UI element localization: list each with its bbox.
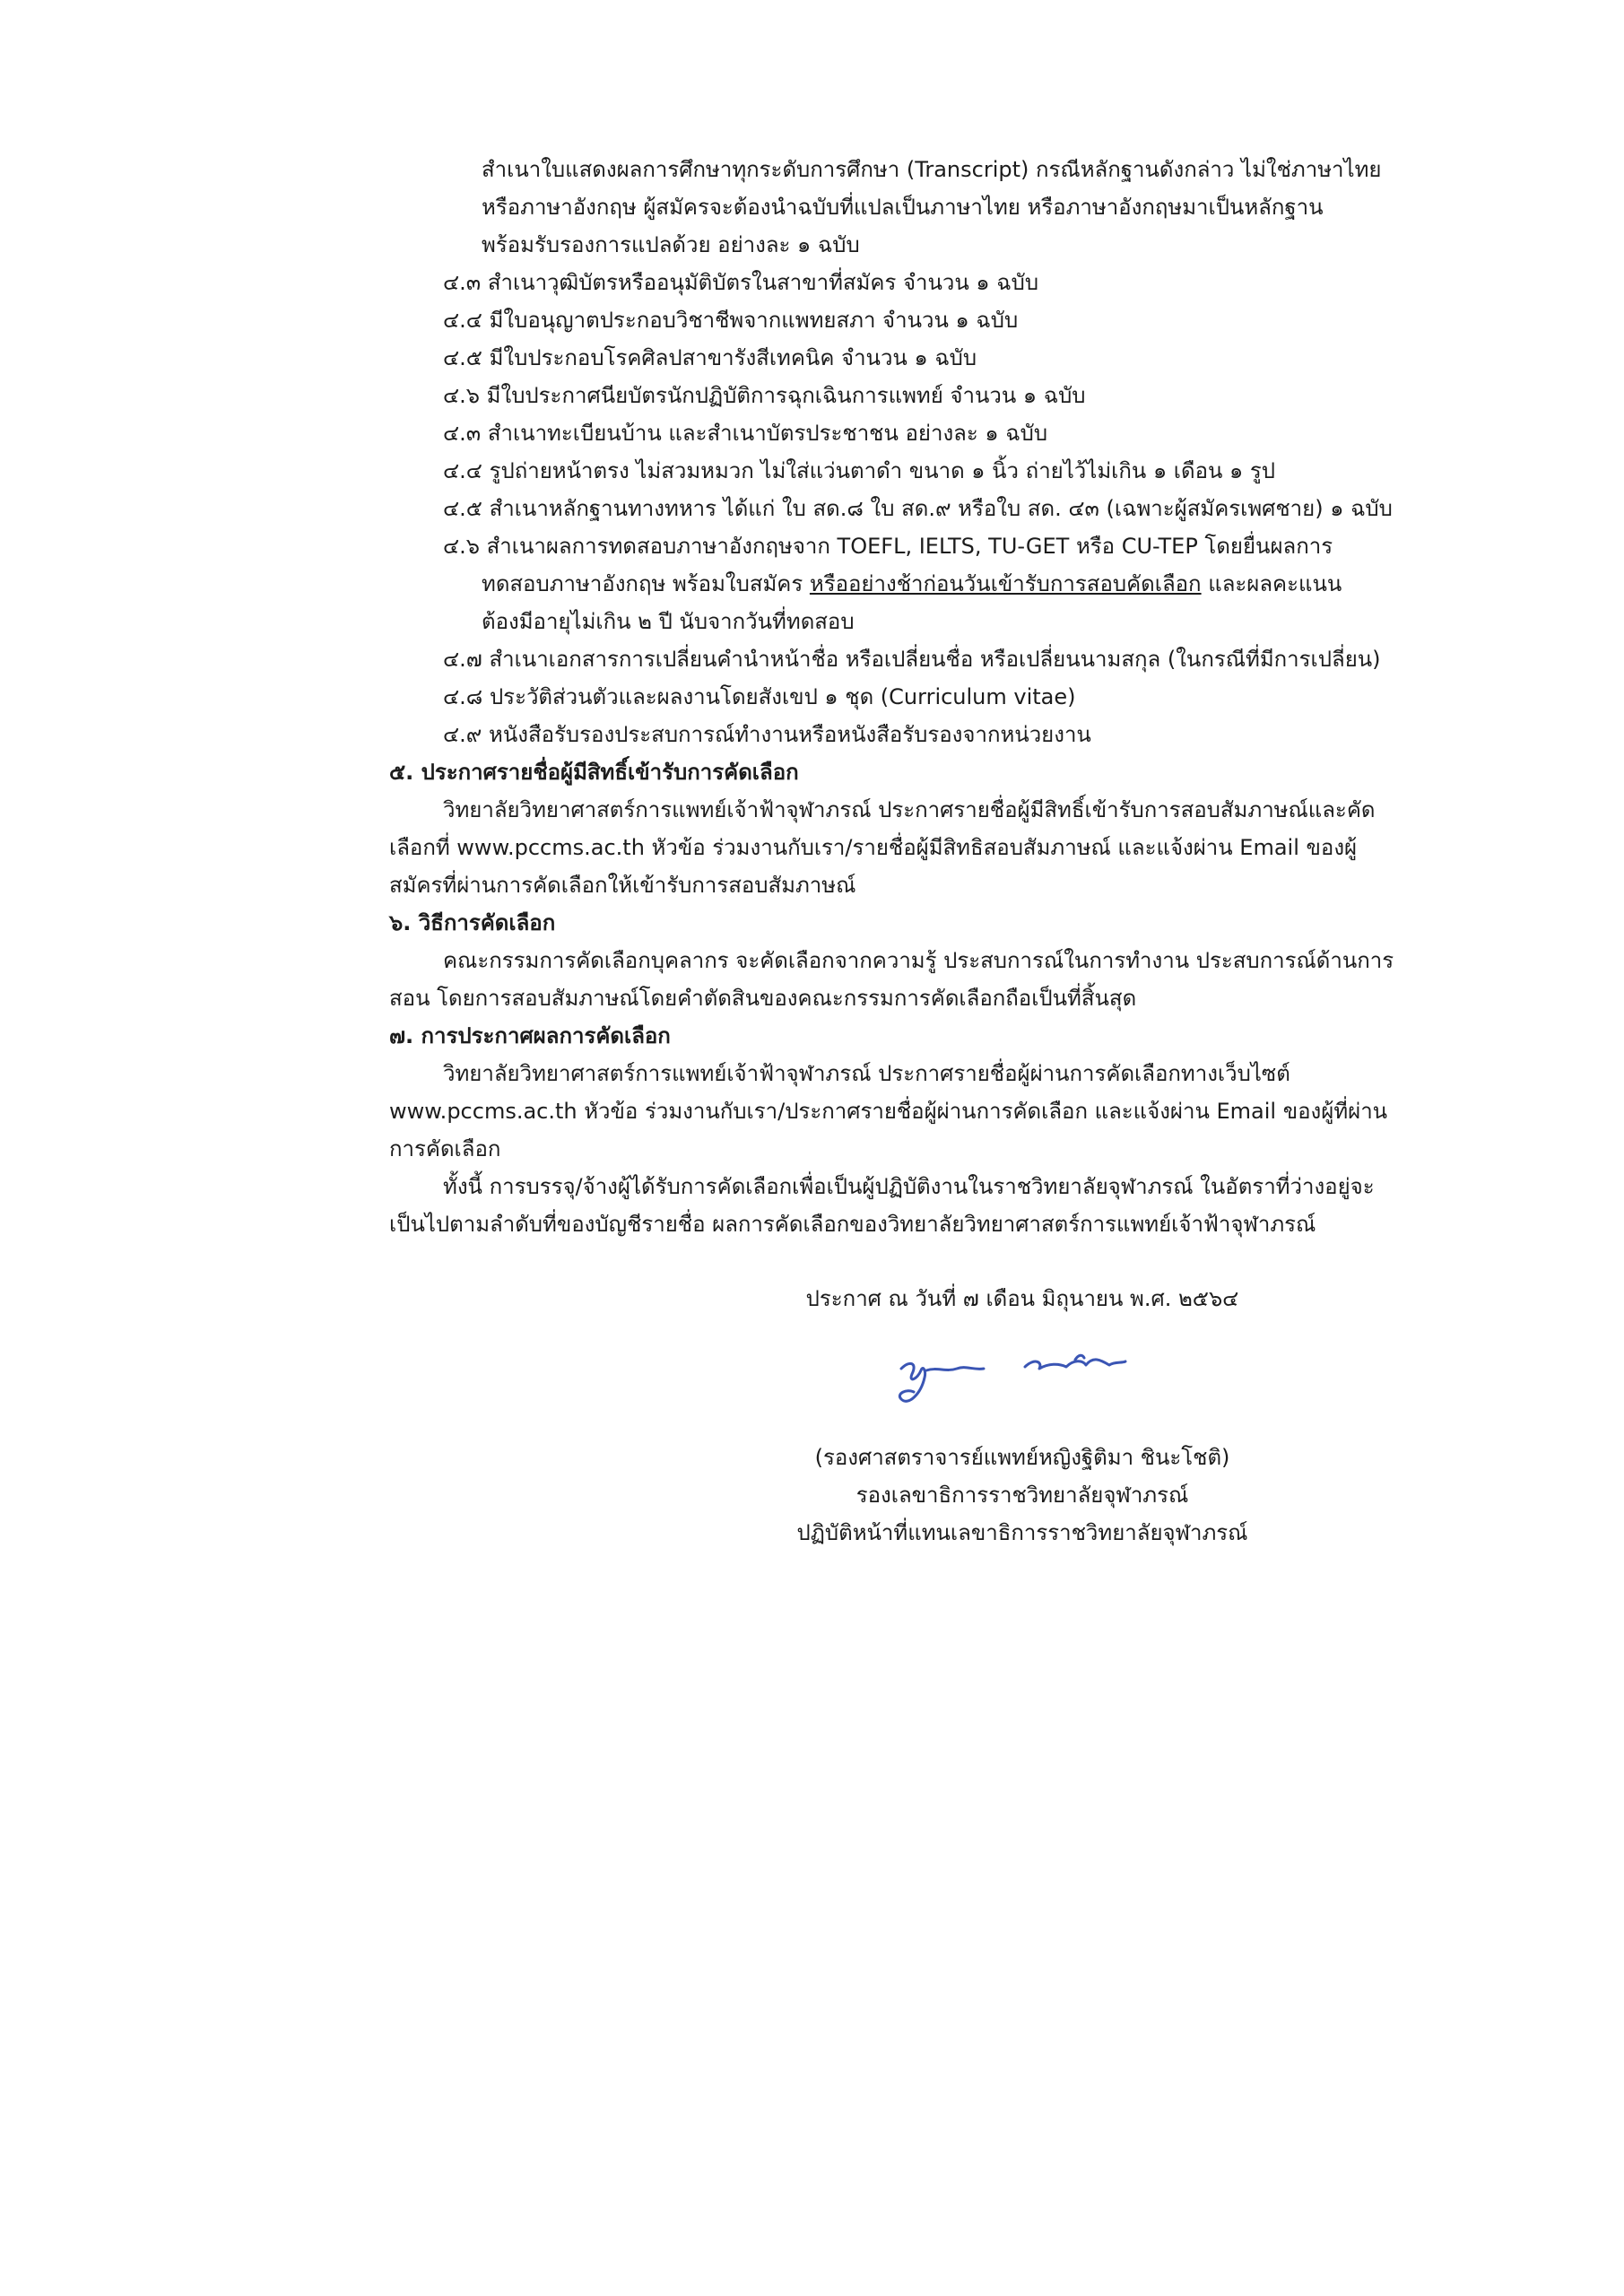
list-item: ๔.๕ มีใบประกอบโรคศิลปสาขารังสีเทคนิค จำนวน ๑ ฉบับ [443,345,977,370]
paragraph-line: ทั้งนี้ การบรรจุ/จ้างผู้ได้รับการคัดเลือกเพื่อเป็นผู้ปฏิบัติงานในราชวิทยาลัยจุฬาภรณ์ ในอัตราที่ว่างอยู่จะ [443,1174,1375,1199]
section-heading-6: ๖. วิธีการคัดเลือก [389,910,556,935]
list-item: ๔.๖ มีใบประกาศนียบัตรนักปฏิบัติการฉุกเฉินการแพทย์ จำนวน ๑ ฉบับ [443,383,1086,408]
list-item: ๔.๔ รูปถ่ายหน้าตรง ไม่สวมหมวก ไม่ใส่แว่นตาดำ ขนาด ๑ นิ้ว ถ่ายไว้ไม่เกิน ๑ เดือน ๑ รูป [443,458,1276,483]
transcript-line-3: พร้อมรับรองการแปลด้วย อย่างละ ๑ ฉบับ [482,232,860,257]
list-item: ๔.๘ ประวัติส่วนตัวและผลงานโดยสังเขป ๑ ชุด (Curriculum vitae) [443,684,1076,709]
paragraph-line: www.pccms.ac.th หัวข้อ ร่วมงานกับเรา/ประกาศรายชื่อผู้ผ่านการคัดเลือก และแจ้งผ่าน Email ของผู้ที่ผ่าน [389,1099,1388,1124]
handwritten-signature [890,1344,1133,1415]
section-heading-5: ๕. ประกาศรายชื่อผู้มีสิทธิ์เข้ารับการคัดเลือก [389,760,799,785]
list-item-continuation: ต้องมีอายุไม่เกิน ๒ ปี นับจากวันที่ทดสอบ [482,609,855,634]
list-item: ๔.๖ สำเนาผลการทดสอบภาษาอังกฤษจาก TOEFL, IELTS, TU-GET หรือ CU-TEP โดยยื่นผลการ [443,534,1333,559]
text-span: และผลคะแนน [1201,571,1342,596]
text-span: ทดสอบภาษาอังกฤษ พร้อมใบสมัคร [482,571,810,596]
paragraph-line: เป็นไปตามลำดับที่ของบัญชีรายชื่อ ผลการคัดเลือกของวิทยาลัยวิทยาศาสตร์การแพทย์เจ้าฟ้าจุฬาภรณ์ [389,1212,1316,1237]
list-item: ๔.๔ มีใบอนุญาตประกอบวิชาชีพจากแพทยสภา จำนวน ๑ ฉบับ [443,308,1019,333]
list-item: ๔.๗ สำเนาเอกสารการเปลี่ยนคำนำหน้าชื่อ หรือเปลี่ยนชื่อ หรือเปลี่ยนนามสกุล (ในกรณีที่มีการเปลี่ยน) [443,647,1381,672]
paragraph-line: สมัครที่ผ่านการคัดเลือกให้เข้ารับการสอบสัมภาษณ์ [389,873,856,898]
underlined-deadline: หรืออย่างช้าก่อนวันเข้ารับการสอบคัดเลือก [809,571,1202,596]
paragraph-line: สอน โดยการสอบสัมภาษณ์โดยคำตัดสินของคณะกรรมการคัดเลือกถือเป็นที่สิ้นสุด [389,986,1137,1011]
transcript-line-2: หรือภาษาอังกฤษ ผู้สมัครจะต้องนำฉบับที่แปลเป็นภาษาไทย หรือภาษาอังกฤษมาเป็นหลักฐาน [482,195,1324,220]
paragraph-line: วิทยาลัยวิทยาศาสตร์การแพทย์เจ้าฟ้าจุฬาภรณ์ ประกาศรายชื่อผู้ผ่านการคัดเลือกทางเว็บไซต์ [443,1061,1290,1086]
list-item-continuation [482,570,1342,597]
paragraph-line: วิทยาลัยวิทยาศาสตร์การแพทย์เจ้าฟ้าจุฬาภรณ์ ประกาศรายชื่อผู้มีสิทธิ์เข้ารับการสอบสัมภาษณ์และคัด [443,797,1376,822]
list-item: ๔.๓ สำเนาวุฒิบัตรหรืออนุมัติบัตรในสาขาที่สมัคร จำนวน ๑ ฉบับ [443,270,1039,295]
section-heading-7: ๗. การประกาศผลการคัดเลือก [389,1023,671,1048]
signatory-acting-title: ปฏิบัติหน้าที่แทนเลขาธิการราชวิทยาลัยจุฬาภรณ์ [796,1520,1248,1545]
signatory-name: (รองศาสตราจารย์แพทย์หญิงฐิติมา ชินะโชติ) [814,1445,1230,1470]
signatory-title: รองเลขาธิการราชวิทยาลัยจุฬาภรณ์ [855,1483,1189,1508]
paragraph-line: คณะกรรมการคัดเลือกบุคลากร จะคัดเลือกจากความรู้ ประสบการณ์ในการทำงาน ประสบการณ์ด้านการ [443,948,1394,973]
paragraph-line: เลือกที่ www.pccms.ac.th หัวข้อ ร่วมงานกับเรา/รายชื่อผู้มีสิทธิสอบสัมภาษณ์ และแจ้งผ่าน Email ของผู้ [389,835,1358,860]
list-item: ๔.๙ หนังสือรับรองประสบการณ์ทำงานหรือหนังสือรับรองจากหน่วยงาน [443,722,1091,747]
list-item: ๔.๕ สำเนาหลักฐานทางทหาร ได้แก่ ใบ สด.๘ ใบ สด.๙ หรือใบ สด. ๔๓ (เฉพาะผู้สมัครเพศชาย) ๑ ฉบับ [443,496,1393,521]
announcement-date: ประกาศ ณ วันที่ ๗ เดือน มิถุนายน พ.ศ. ๒๕๖๔ [805,1286,1239,1311]
transcript-line-1: สำเนาใบแสดงผลการศึกษาทุกระดับการศึกษา (Transcript) กรณีหลักฐานดังกล่าว ไม่ใช่ภาษาไทย [482,157,1382,182]
paragraph-line: การคัดเลือก [389,1136,501,1161]
list-item: ๔.๓ สำเนาทะเบียนบ้าน และสำเนาบัตรประชาชน อย่างละ ๑ ฉบับ [443,421,1048,446]
